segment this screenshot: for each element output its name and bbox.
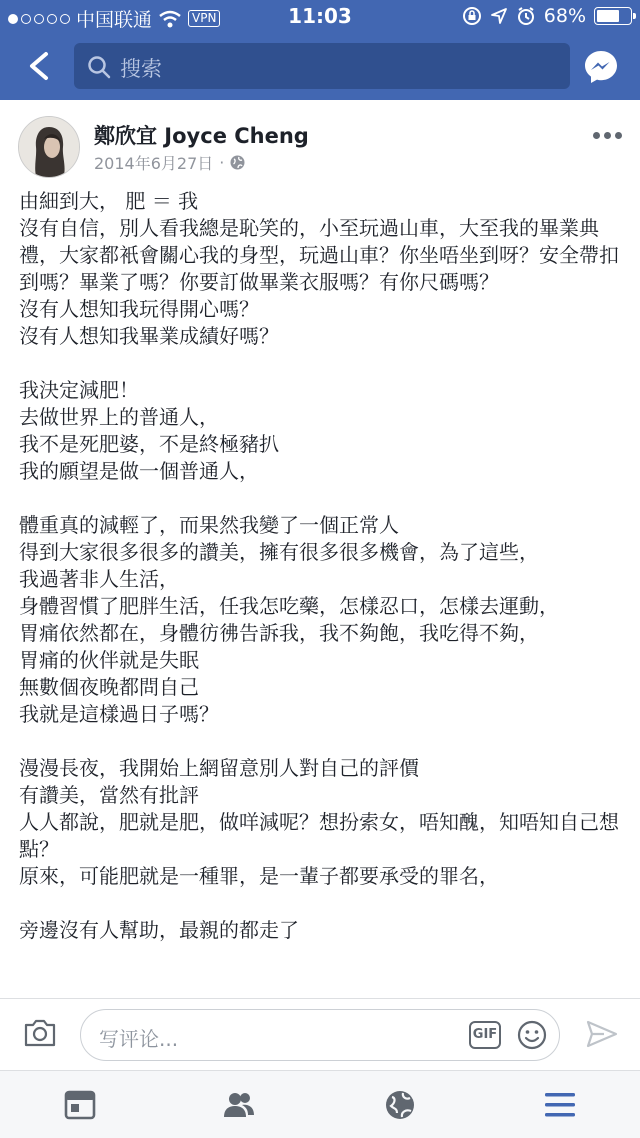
comment-placeholder: 写评论...	[99, 1027, 179, 1051]
post-text-line: 無數個夜晚都問自己	[19, 675, 199, 699]
post-text-line: 身體習慣了肥胖生活，任我怎吃藥，怎樣忍口，怎樣去運動，	[19, 594, 559, 618]
post-text-line: 由細到大， 肥 ＝ 我	[19, 189, 199, 213]
post-meta	[94, 151, 245, 174]
post-text-line: 旁邊沒有人幫助，最親的都走了	[19, 918, 299, 942]
paragraph-gap	[19, 485, 623, 512]
battery-icon	[594, 7, 632, 25]
more-options-icon[interactable]	[593, 132, 622, 139]
emoji-icon[interactable]	[517, 1020, 547, 1050]
post-text-line: 我的願望是做一個普通人，	[19, 459, 259, 483]
post-text-line: 人人都說，肥就是肥，做咩減呢？想扮索女，唔知醜，知唔知自己想點？	[19, 810, 619, 861]
tab-bar	[0, 1070, 640, 1138]
post-text-line: 原來，可能肥就是一種罪，是一輩子都要承受的罪名，	[19, 864, 499, 888]
comment-input[interactable]	[80, 1009, 560, 1061]
back-arrow-icon[interactable]	[20, 46, 60, 86]
globe-icon	[230, 155, 245, 170]
clock: 11:03	[288, 4, 352, 28]
post-text-line: 去做世界上的普通人，	[19, 405, 219, 429]
comment-bar	[0, 998, 640, 1070]
send-icon[interactable]	[586, 1019, 618, 1049]
gif-button[interactable]: GIF	[469, 1021, 501, 1049]
alarm-icon	[516, 6, 536, 26]
paragraph-gap	[19, 350, 623, 377]
post-text-line: 沒有人想知我玩得開心嗎？	[19, 297, 259, 321]
post-text-line: 我就是這樣過日子嗎？	[19, 702, 219, 726]
battery-percent: 68%	[543, 5, 586, 27]
messenger-icon[interactable]	[582, 48, 620, 86]
post-text-line: 我不是死肥婆，不是終極豬扒	[19, 432, 279, 456]
post-date[interactable]: 2014年6月27日	[94, 154, 214, 173]
vpn-badge: VPN	[188, 10, 220, 27]
post-text-line: 胃痛依然都在，身體彷彿告訴我，我不夠飽，我吃得不夠，	[19, 621, 539, 645]
post-text-line: 胃痛的伙伴就是失眠	[19, 648, 199, 672]
post-text-line: 沒有自信，別人看我總是恥笑的，小至玩過山車，大至我的畢業典禮，大家都衹會關心我的身型，玩過山車？你坐唔坐到呀？安全帶扣到嗎？畢業了嗎？你要訂做畢業衣服嗎？有你尺碼嗎？	[19, 216, 619, 294]
rotation-lock-icon	[462, 6, 482, 26]
location-icon	[490, 7, 508, 25]
author-name[interactable]: 鄭欣宜 Joyce Cheng	[94, 124, 309, 148]
paragraph-gap	[19, 728, 623, 755]
menu-icon[interactable]	[543, 1089, 577, 1121]
meta-separator: ·	[219, 153, 225, 172]
search-placeholder: 搜索	[120, 57, 162, 81]
search-field[interactable]	[74, 43, 570, 89]
paragraph-gap	[19, 890, 623, 917]
post-text-line: 體重真的減輕了，而果然我變了一個正常人	[19, 513, 399, 537]
news-feed-icon[interactable]	[63, 1089, 97, 1121]
post-text-line: 沒有人想知我畢業成績好嗎？	[19, 324, 279, 348]
camera-icon[interactable]	[22, 1017, 58, 1049]
post-text-line: 有讚美，當然有批評	[19, 783, 199, 807]
status-bar	[0, 0, 640, 32]
post-text-line: 我決定減肥！	[19, 378, 139, 402]
post-text-line: 我過著非人生活，	[19, 567, 179, 591]
search-icon	[86, 54, 112, 80]
carrier-name: 中国联通	[76, 9, 153, 31]
author-avatar[interactable]	[18, 116, 80, 178]
globe-notifications-icon[interactable]	[383, 1089, 417, 1121]
post-header	[0, 100, 640, 182]
friends-icon[interactable]	[222, 1089, 256, 1121]
nav-bar	[0, 32, 640, 100]
post-text-line: 漫漫長夜，我開始上網留意別人對自己的評價	[19, 756, 419, 780]
post-body	[19, 188, 623, 998]
post-text-line: 得到大家很多很多的讚美，擁有很多很多機會，為了這些，	[19, 540, 539, 564]
